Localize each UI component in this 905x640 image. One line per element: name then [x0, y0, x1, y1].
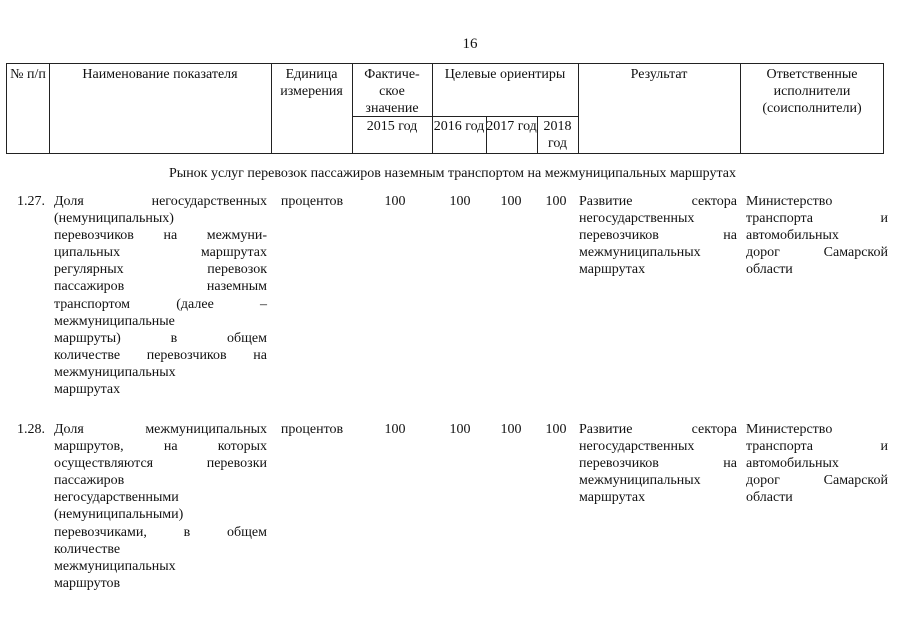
responsible-line: области: [746, 490, 793, 506]
indicator-name-line: Доля негосударственных: [54, 194, 267, 209]
result-line: перевозчиков на: [579, 228, 737, 244]
row-number: 1.28.: [17, 422, 45, 437]
result-line: Развитие сектора: [579, 422, 737, 437]
responsible-line: Министерство: [746, 194, 833, 209]
header-unit: Единица измерения: [280, 67, 343, 99]
indicator-name-line: межмуниципальных: [54, 558, 176, 574]
header-name: Наименование показателя: [82, 67, 238, 82]
indicator-name-line: маршрутах: [54, 382, 121, 398]
header-result: Результат: [630, 67, 688, 82]
indicator-name-line: количестве: [54, 541, 121, 557]
indicator-name: [54, 421, 267, 592]
responsible-line: автомобильных: [746, 228, 839, 244]
responsible-cell: [746, 421, 888, 506]
responsible-line: дорог Самарской: [746, 473, 888, 489]
indicator-name-line: количестве перевозчиков на: [54, 347, 267, 363]
indicator-name-line: маршрутов, на которых: [54, 439, 267, 455]
responsible-line: дорог Самарской: [746, 245, 888, 261]
result-line: негосударственных: [579, 439, 695, 455]
result-line: маршрутах: [579, 490, 646, 506]
indicator-name: [54, 193, 267, 398]
indicator-name-line: межмуниципальные: [54, 313, 175, 329]
value-2018: 100: [545, 194, 567, 209]
unit-cell: процентов: [280, 194, 344, 209]
result-cell: [579, 193, 737, 278]
indicator-name-line: маршруты) в общем: [54, 330, 267, 346]
responsible-line: Министерство: [746, 422, 833, 437]
indicator-name-line: (немуниципальных): [54, 211, 174, 227]
value-2017: 100: [500, 422, 522, 437]
value-2018: 100: [545, 422, 567, 437]
value-2016: 100: [449, 194, 471, 209]
value-2015: 100: [384, 422, 406, 437]
indicator-name-line: маршрутов: [54, 575, 121, 591]
indicator-name-line: негосударственными: [54, 490, 179, 506]
indicator-name-line: межмуниципальных: [54, 364, 176, 380]
page-number: 16: [462, 36, 478, 52]
responsible-cell: [746, 193, 888, 278]
header-resp: Ответственные исполнители (соисполнители): [762, 67, 862, 116]
header-year-2018: 2018 год: [543, 119, 572, 151]
indicator-name-line: Доля межмуниципальных: [54, 422, 267, 437]
header-fact: Фактиче-ское значение: [364, 67, 420, 116]
header-table: [6, 63, 884, 154]
result-cell: [579, 421, 737, 506]
header-year-2015: 2015 год: [366, 119, 418, 134]
header-year-2017: 2017 год: [486, 119, 537, 134]
result-line: Развитие сектора: [579, 194, 737, 209]
section-title: Рынок услуг перевозок пассажиров наземным транспортом на межмуниципальных маршрутах: [169, 166, 736, 181]
value-2015: 100: [384, 194, 406, 209]
result-line: перевозчиков на: [579, 456, 737, 472]
indicator-name-line: транспортом (далее –: [54, 296, 267, 312]
result-line: межмуниципальных: [579, 245, 701, 261]
indicator-name-line: регулярных перевозок: [54, 262, 267, 278]
result-line: маршрутах: [579, 262, 646, 278]
responsible-line: области: [746, 262, 793, 278]
responsible-line: транспорта и: [746, 439, 888, 455]
indicator-name-line: осуществляются перевозки: [54, 456, 267, 472]
indicator-name-line: (немуниципальными): [54, 507, 184, 523]
responsible-line: автомобильных: [746, 456, 839, 472]
header-target: Целевые ориентиры: [444, 67, 566, 82]
row-number: 1.27.: [17, 194, 45, 209]
indicator-name-line: перевозчиков на межмуни-: [54, 228, 267, 244]
value-2016: 100: [449, 422, 471, 437]
value-2017: 100: [500, 194, 522, 209]
indicator-name-line: ципальных маршрутах: [54, 245, 267, 261]
indicator-name-line: пассажиров: [54, 473, 125, 489]
header-num: № п/п: [10, 67, 46, 82]
indicator-name-line: перевозчиками, в общем: [54, 524, 267, 540]
unit-cell: процентов: [280, 422, 344, 437]
indicator-name-line: пассажиров наземным: [54, 279, 267, 295]
result-line: межмуниципальных: [579, 473, 701, 489]
result-line: негосударственных: [579, 211, 695, 227]
header-year-2016: 2016 год: [433, 119, 485, 134]
responsible-line: транспорта и: [746, 211, 888, 227]
